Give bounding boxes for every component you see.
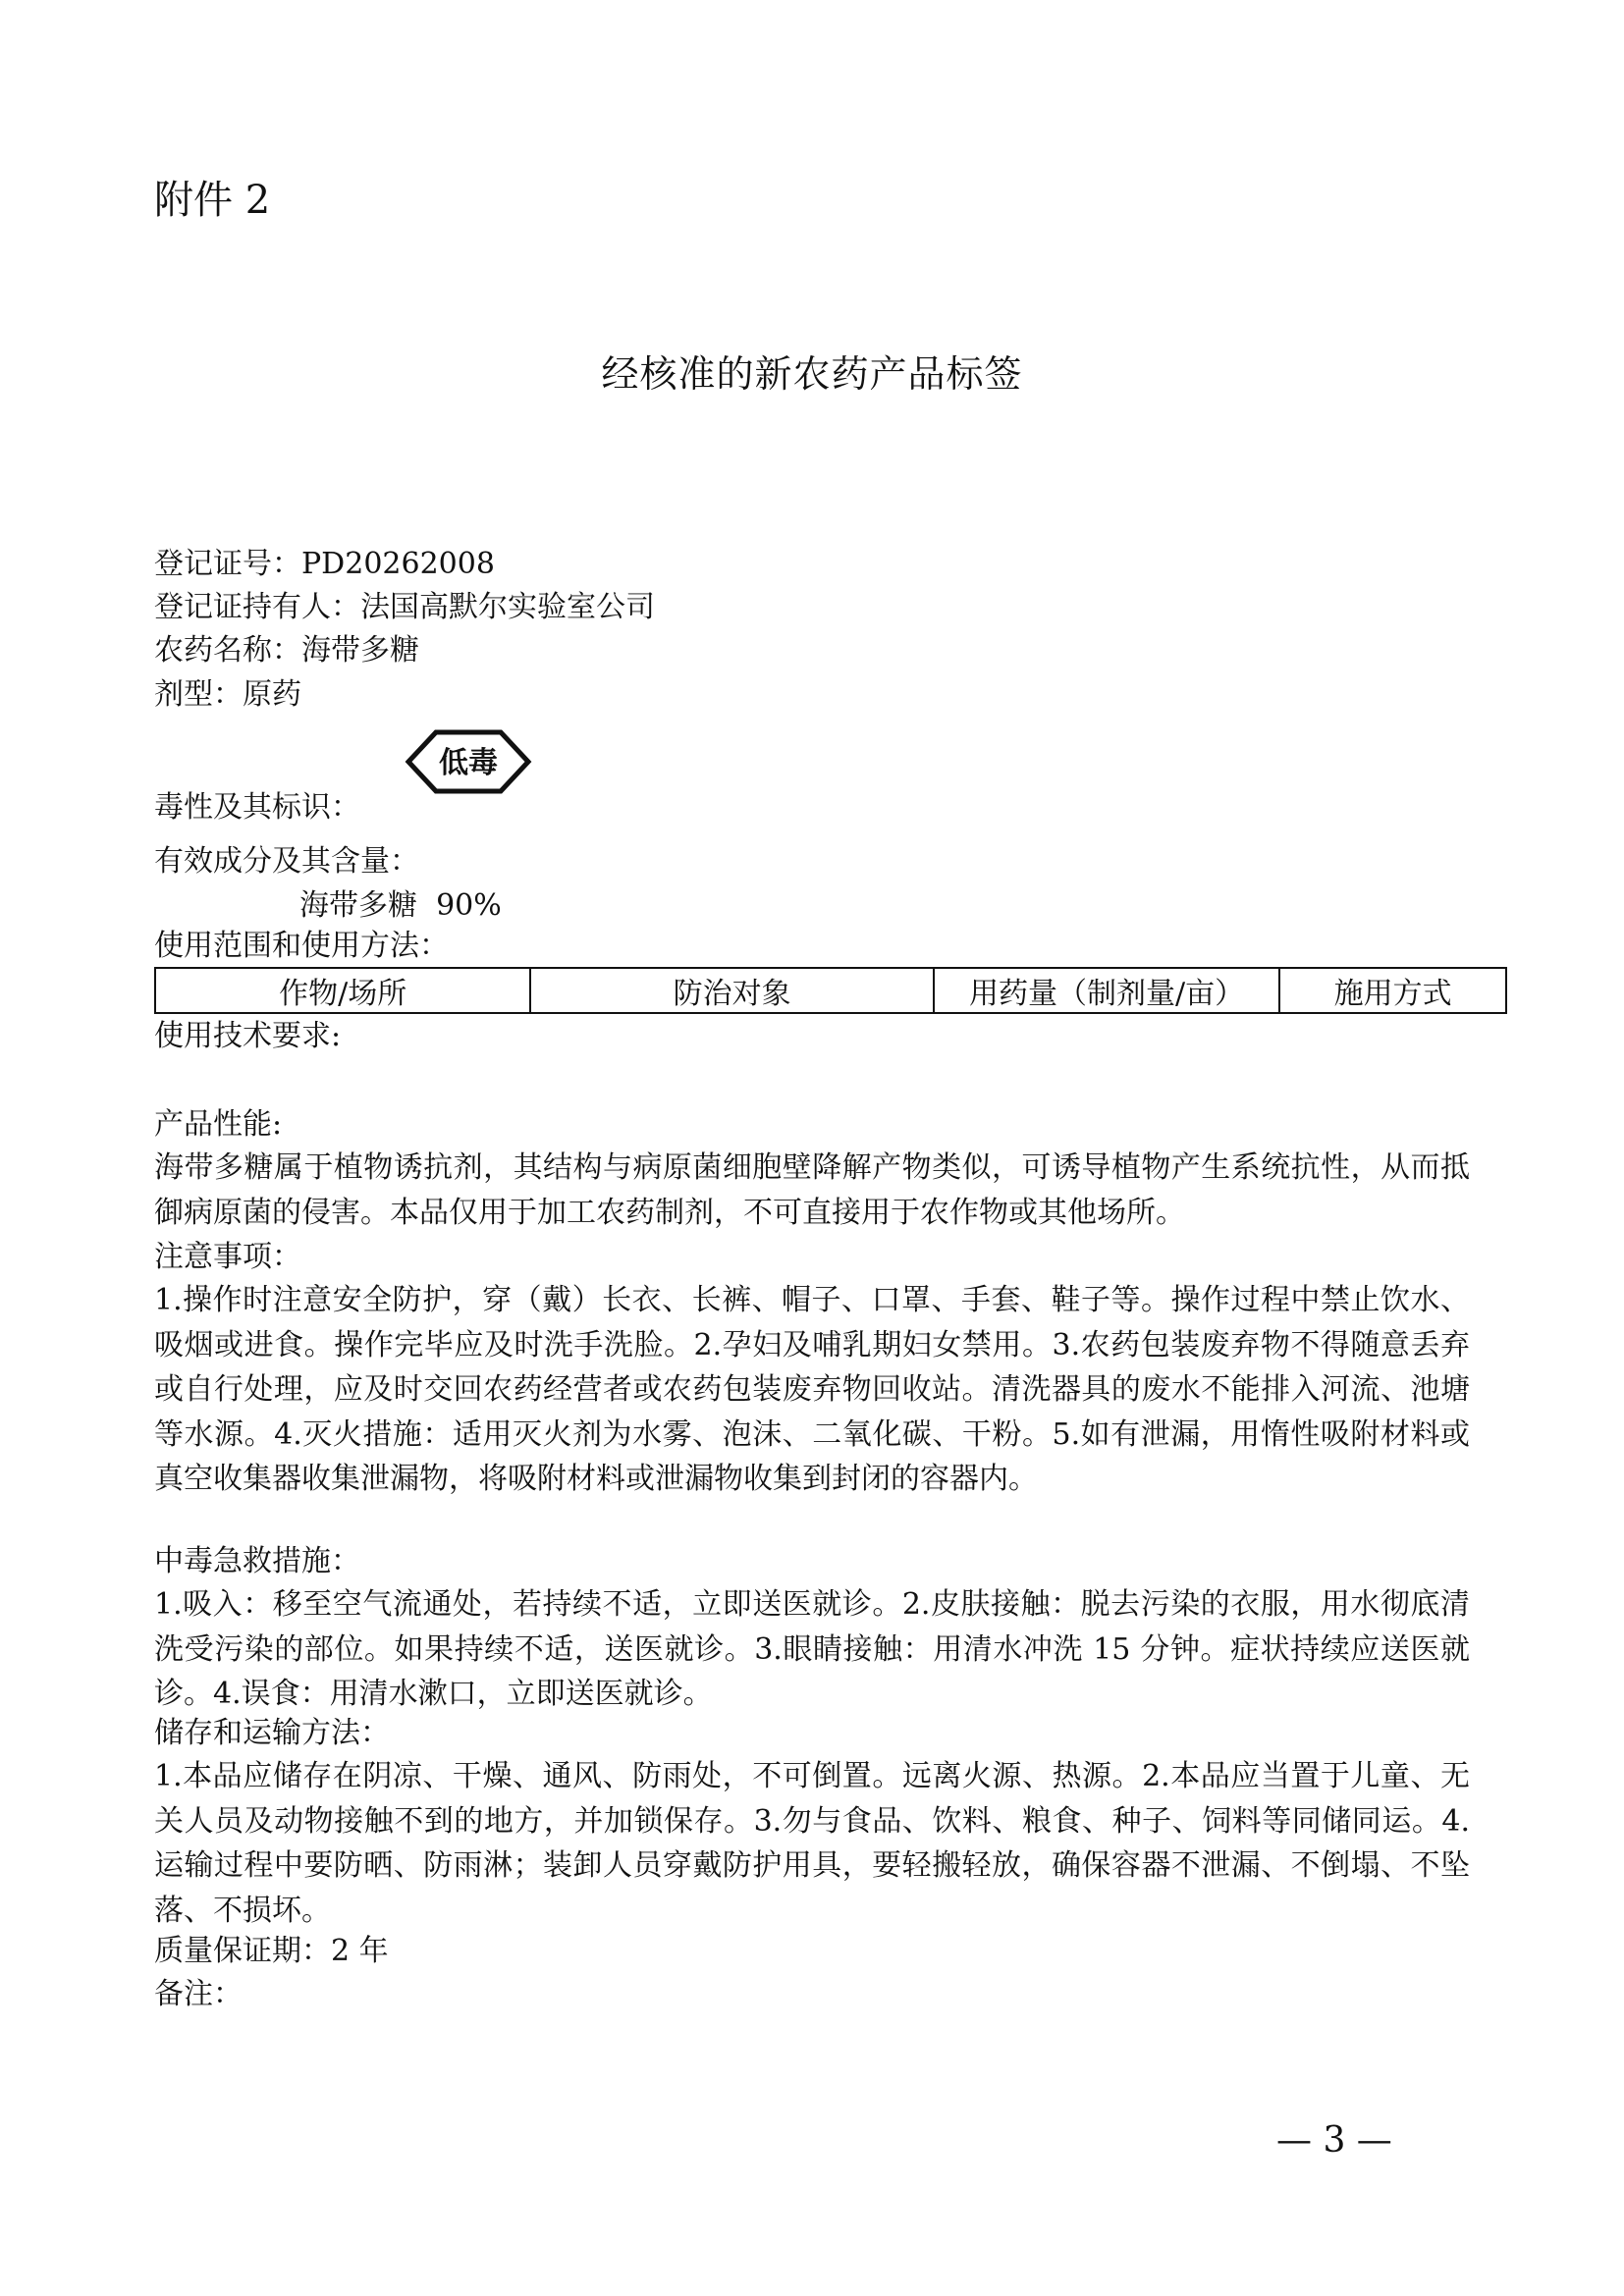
precautions-text: 1.操作时注意安全防护，穿（戴）长衣、长裤、帽子、口罩、手套、鞋子等。操作过程中禁止饮水、吸烟或进食。操作完毕应及时洗手洗脸。2.孕妇及哺乳期妇女禁用。3.农药包装废弃物不得随意丢弃或自行处理，应及时交回农药经营者或农药包装废弃物回收站。清洗器具的废水不能排入河流、池塘等水源。4.灭火措施：适用灭火剂为水雾、泡沫、二氧化碳、干粉。5.如有泄漏，用惰性吸附材料或真空收集器收集泄漏物，将吸附材料或泄漏物收集到封闭的容器内。: [154, 1283, 1470, 1496]
registration-holder: 登记证持有人：法国高默尔实验室公司: [154, 590, 655, 624]
performance-label: 产品性能:: [154, 1107, 283, 1142]
storage-text: 1.本品应储存在阴凉、干燥、通风、防雨处，不可倒置。远离火源、热源。2.本品应当置于儿童、无关人员及动物接触不到的地方，并加锁保存。3.勿与食品、饮料、粮食、种子、饲料等同储同运。4.运输过程中要防晒、防雨淋；装卸人员穿戴防护用具，要轻搬轻放，确保容器不泄漏、不倒塌、不坠落、不损坏。: [154, 1759, 1470, 1928]
warranty-period: 质量保证期：2 年: [154, 1934, 389, 1968]
formulation: 剂型：原药: [154, 677, 301, 712]
active-ingredient-label: 有效成分及其含量：: [154, 844, 419, 879]
col-method: 施用方式: [1279, 968, 1506, 1013]
attachment-label: 附件 2: [154, 178, 271, 223]
precautions-label: 注意事项：: [154, 1240, 301, 1274]
usage-table-header-row: [155, 968, 1506, 1013]
usage-label: 使用范围和使用方法：: [154, 929, 449, 963]
col-dosage: 用药量（制剂量/亩）: [934, 968, 1280, 1013]
usage-table: [154, 967, 1507, 1014]
storage-label: 储存和运输方法：: [154, 1716, 390, 1750]
first-aid-label: 中毒急救措施：: [154, 1544, 360, 1578]
toxicity-badge-text: 低毒: [439, 746, 498, 780]
active-ingredient-value: 海带多糖 90%: [299, 888, 502, 923]
performance-text: 海带多糖属于植物诱抗剂，其结构与病原菌细胞壁降解产物类似，可诱导植物产生系统抗性，从而抵御病原菌的侵害。本品仅用于加工农药制剂，不可直接用于农作物或其他场所。: [154, 1150, 1470, 1230]
registration-number: 登记证号：PD20262008: [154, 547, 495, 581]
col-target: 防治对象: [530, 968, 933, 1013]
toxicity-label: 毒性及其标识：: [154, 790, 360, 825]
tech-requirements-label: 使用技术要求:: [154, 1019, 342, 1053]
col-crop-site: 作物/场所: [155, 968, 530, 1013]
low-toxicity-badge-icon: [405, 728, 532, 795]
page-number: — 3 —: [1276, 2120, 1392, 2161]
pesticide-name: 农药名称：海带多糖: [154, 633, 419, 667]
first-aid-text: 1.吸入：移至空气流通处，若持续不适，立即送医就诊。2.皮肤接触：脱去污染的衣服，用水彻底清洗受污染的部位。如果持续不适，送医就诊。3.眼睛接触：用清水冲洗 15 分钟。症状持续应送医就诊。4.误食：用清水漱口，立即送医就诊。: [154, 1587, 1470, 1711]
remarks-label: 备注：: [154, 1977, 243, 2011]
document-title: 经核准的新农药产品标签: [601, 352, 1023, 396]
